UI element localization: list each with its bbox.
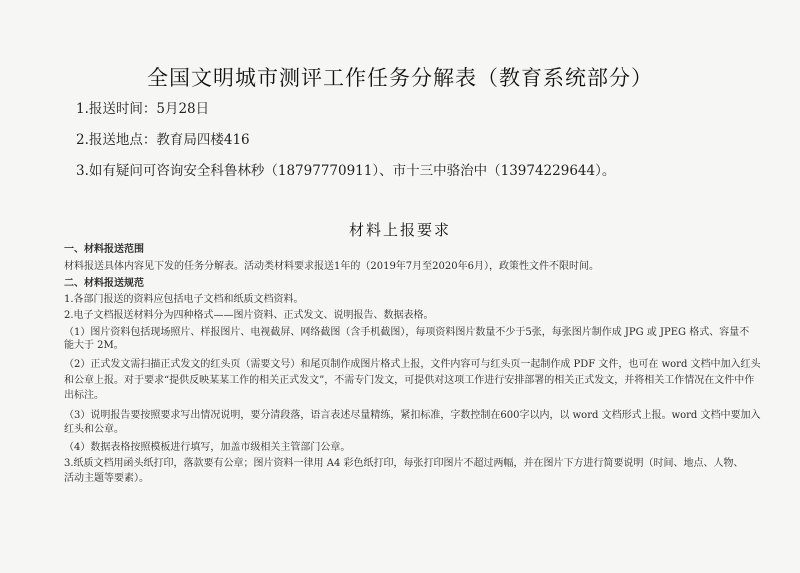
paragraph-3-line-1: 3.纸质文档用函头纸打印，落款要有公章；图片资料一律用 A4 彩色纸打印，每张打印图片不超过两幅，并在图片下方进行简要说明（时间、地点、人物、 — [64, 458, 744, 469]
paragraph-2-1-line-2: 能大于 2M。 — [64, 340, 124, 351]
paragraph-2: 2.电子文档报送材料分为四种格式——图片资料、正式发文、说明报告、数据表格。 — [64, 310, 434, 321]
paragraph-3-line-2: 活动主题等要素）。 — [64, 473, 149, 484]
document-title: 全国文明城市测评工作任务分解表（教育系统部分） — [147, 66, 653, 90]
info-line-location: 2.报送地点：教育局四楼416 — [76, 132, 250, 148]
paragraph-2-1-line-1: （1）图片资料包括现场照片、样报图片、电视截屏、网络截图（含手机截图），每项资料图片数量不少于5张，每张图片制作成 JPG 或 JPEG 格式、容量不 — [64, 327, 750, 338]
paragraph-2-2-line-2: 和公章上报。对于要求“提供反映某某工作的相关正式发文”，不需专门发文，可提供对这项工作进行安排部署的相关正式发文，并将相关工作情况在文件中作 — [64, 375, 755, 386]
paragraph-1: 1.各部门报送的资料应包括电子文档和纸质文档资料。 — [64, 294, 304, 305]
scope-body: 材料报送具体内容见下发的任务分解表。活动类材料要求报送1年的（2019年7月至2020年6月），政策性文件不限时间。 — [64, 261, 599, 272]
section-heading-scope: 一、材料报送范围 — [64, 244, 144, 255]
paragraph-2-4: （4）数据表格按照模板进行填写，加盖市级相关主管部门公章。 — [64, 442, 351, 453]
info-line-time: 1.报送时间：5月28日 — [76, 101, 210, 117]
paragraph-2-2-line-3: 出标注。 — [64, 390, 104, 401]
section-subtitle: 材料上报要求 — [348, 221, 451, 239]
paragraph-2-3-line-2: 红头和公章。 — [64, 424, 124, 435]
section-heading-norms: 二、材料报送规范 — [64, 278, 144, 289]
paragraph-2-3-line-1: （3）说明报告要按照要求写出情况说明，要分清段落，语言表述尽量精练，紧扣标准，字数控制在600字以内，以 word 文档形式上报。word 文档中要加入 — [64, 410, 761, 421]
info-line-contact: 3.如有疑问可咨询安全科鲁林秒（18797770911）、市十三中骆治中（13974229644）。 — [76, 163, 616, 179]
paragraph-2-2-line-1: （2）正式发文需扫描正式发文的红头页（需要文号）和尾页制作成图片格式上报，文件内容可与红头页一起制作成 PDF 文件，也可在 word 文档中加入红头 — [64, 359, 761, 370]
